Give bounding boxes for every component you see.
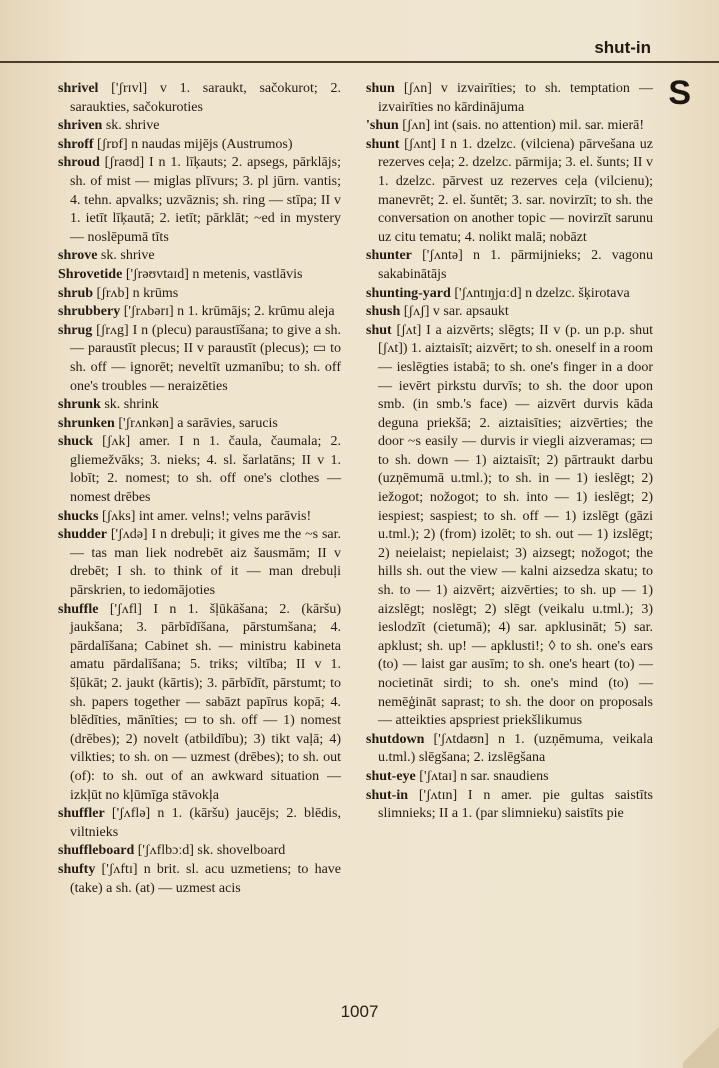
headword: 'shun: [366, 118, 399, 134]
page-corner-fold: [683, 1020, 719, 1068]
headword: shunting-yard: [366, 285, 451, 301]
dictionary-entry: [58, 508, 341, 527]
headword: shroud: [58, 155, 100, 171]
definition: [ʃʌk] amer. I n 1. čaula, čaumala; 2. gliemežvāks; 3. nieks; 4. sl. šarlatāns; II v 1. lobīt; 2. nomest; to sh. off one's clothes — nomest drēbes: [70, 434, 341, 506]
definition: ['ʃʌntɪŋjɑːd] n dzelzc. šķirotava: [450, 285, 630, 301]
headword: shuffler: [58, 806, 105, 822]
headword: shrug: [58, 322, 93, 338]
definition: ['ʃʌdə] I n drebuļi; it gives me the ~s sar. — tas man liek nodrebēt aiz šausmām; II v drebēt; I sh. to think of it — man drebuļi pārskrien, to iedomājoties: [70, 527, 341, 599]
running-head: shut-in: [594, 38, 651, 57]
headword: shufty: [58, 861, 96, 877]
thumb-index-letter: S: [668, 74, 691, 112]
definition: [ʃʌn] int (sais. no attention) mil. sar. mierā!: [398, 118, 645, 134]
definition: ['ʃrʌnkən] a sarāvies, sarucis: [114, 415, 278, 431]
definition: sk. shrink: [100, 397, 159, 413]
definition: [ʃrʌg] I n (plecu) paraustīšana; to give a sh. — paraustīt plecus; II v paraustīt (plecus); ▭ to sh. off — ignorēt; neveltīt uzmanību; to sh. off one's troubles — neraizēties: [70, 322, 341, 394]
headword: shun: [366, 81, 395, 96]
left-column: [58, 80, 341, 898]
definition: ['ʃʌntə] n 1. pārmijnieks; 2. vagonu sakabinātājs: [378, 248, 653, 282]
dictionary-entry: [58, 322, 341, 396]
dictionary-entry: [58, 303, 341, 322]
headword: shrunken: [58, 415, 115, 431]
dictionary-entry: [366, 136, 653, 248]
headword: shutdown: [366, 731, 425, 747]
definition: [ʃʌʃ] v sar. apsaukt: [400, 304, 509, 320]
dictionary-entry: [366, 731, 653, 768]
definition: sk. shrive: [97, 248, 155, 264]
headword: shuffle: [58, 601, 99, 617]
headword: shut: [366, 322, 392, 338]
definition: ['ʃʌflbɔːd] sk. shovelboard: [134, 843, 286, 859]
headword: shut-eye: [366, 768, 416, 784]
definition: [ʃʌn] v izvairīties; to sh. temptation — izvairīties no kārdinājuma: [378, 81, 653, 115]
headword: shrubbery: [58, 304, 121, 320]
headword: shriven: [58, 118, 103, 134]
headword: shrub: [58, 285, 94, 301]
definition: ['ʃʌtɪn] I n amer. pie gultas saistīts slimnieks; II a 1. (par slimnieku) saistīts pie: [378, 787, 653, 822]
header-rule: [0, 61, 719, 63]
headword: shut-in: [366, 787, 409, 803]
dictionary-entry: [366, 787, 653, 824]
definition: sk. shrive: [102, 118, 160, 134]
dictionary-entry: [366, 768, 653, 787]
dictionary-entry: [58, 154, 341, 247]
dictionary-entry: [58, 396, 341, 415]
definition: ['ʃʌflə] n 1. (kāršu) jaucējs; 2. blēdis, viltnieks: [70, 806, 341, 840]
headword: shuffleboard: [58, 843, 135, 859]
headword: shuck: [58, 434, 94, 450]
dictionary-entry: [366, 80, 653, 117]
dictionary-entry: [366, 247, 653, 284]
definition: ['ʃʌtaɪ] n sar. snaudiens: [415, 768, 549, 784]
dictionary-entry: [58, 526, 341, 600]
dictionary-entry: [58, 117, 341, 136]
definition: ['ʃrəʊvtaɪd] n metenis, vastlāvis: [122, 266, 303, 282]
definition: [ʃraʊd] I n 1. līķauts; 2. apsegs, pārklājs; sh. of mist — miglas plīvurs; 3. pl jūrn. vantis; 4. tehn. apvalks; uzvāznis; sh. ring — stīpa; II v 1. ietīt līķautā; 2. ietīt; pārklāt; ~ed in mystery — noslēpumā tīts: [70, 155, 341, 245]
headword: shrove: [58, 248, 98, 264]
dictionary-entry: [366, 322, 653, 731]
right-column: [366, 80, 653, 824]
dictionary-entry: [366, 285, 653, 304]
definition: ['ʃʌfl] I n 1. šļūkāšana; 2. (kāršu) jaukšana; 3. pārbīdīšana, pārstumšana; 4. pārdalīšana; Cabinet sh. — ministru kabineta amatu pārdalīšana; 5. triks; viltība; II v 1. šļūkāt; 2. jaukt (kārtis); 3. pārbīdīt, pārstumt; to sh. papers together — sabāzt papīrus kopā; 4. blēdīties, mānīties; ▭ to sh. off — 1) nomest (drēbes); 2) novelt (atbildību); 3) tikt vaļā; 4) vilkties; to sh. on — uzmest (drēbes); to sh. out (of): to sh. out of an awkward situation — izkļūt no kļūmīga stāvokļa: [70, 601, 341, 803]
dictionary-entry: [58, 285, 341, 304]
headword: shunter: [366, 248, 412, 264]
dictionary-entry: [58, 601, 341, 806]
definition: [ʃrʌb] n krūms: [93, 285, 179, 301]
definition: [ʃʌnt] I n 1. dzelzc. (vilciena) pārvešana uz rezerves ceļa; 2. dzelzc. pārmija; 3. el. šunts; II v 1. dzelzc. pārvest uz rezerves ceļa (vilcienu); manevrēt; 2. el. šuntēt; 3. sar. novirzīt; to sh. the conversation on another topic — novirzīt sarunu uz citu tematu; 4. nolikt malā; nobāzt: [378, 136, 653, 245]
definition: [ʃʌt] I a aizvērts; slēgts; II v (p. un p.p. shut [ʃʌt]) 1. aiztaisīt; aizvērt; to sh. oneself in a room — ieslēgties istabā; to sh. one's finger in a door — ievērt pirkstu durvīs; to sh. the door upon smb. (in smb.'s face) — aizvērt durvis kāda deguna priekšā; 2. aiztaisīties; aizvērties; the door ~s easily — durvis ir viegli aizveramas; ▭ to sh. down — 1) aiztaisīt; 2) pārtraukt darbu (uzņēmumā u.tml.); to sh. in — 1) ieslēgt; 2) iežogot; nožogot; to sh. into — 1) ieslēgt; 2) iespiest; saspiest; to sh. off — 1) izslēgt (gāzi u.tml.); 2) (from) izolēt; to sh. out — 1) izslēgt; 2) neielaist; nepielaist; 3) aizsegt; nožogot; the hills sh. out the view — kalni aizsedza skatu; to sh. to — 1) aizvērt; aizvērties; to sh. up — 1) aizslēgt; noslēgt; 2) slēgt (veikalu u.tml.); 3) ieslodzīt (cietumā); 4) sar. apklusināt; 5) sar. apklust; sh. up! — apklusti!; ◊ to sh. one's ears (to) — laist gar ausīm; to sh. one's heart (to) — nocietināt sirdi; to sh. one's mind (to) — nemēģināt saprast; to sh. the door on proposals — atteikties apspriest priekšlikumus: [378, 322, 653, 729]
definition: [ʃrɒf] n naudas mijējs (Austrumos): [93, 136, 293, 152]
definition: ['ʃʌtdaʊn] n 1. (uzņēmuma, veikala u.tml.) slēgšana; 2. izslēgšana: [378, 731, 653, 766]
dictionary-entry: [58, 415, 341, 434]
definition: ['ʃʌftɪ] n brit. sl. acu uzmetiens; to have (take) a sh. (at) — uzmest acis: [70, 861, 341, 896]
dictionary-entry: [58, 433, 341, 507]
headword: shroff: [58, 136, 94, 152]
dictionary-entry: [58, 861, 341, 898]
dictionary-entry: [366, 117, 653, 136]
dictionary-entry: [58, 842, 341, 861]
definition: [ʃʌks] int amer. velns!; velns parāvis!: [98, 508, 312, 524]
headword: shrivel: [58, 81, 99, 96]
headword: shudder: [58, 527, 108, 543]
headword: Shrovetide: [58, 266, 123, 282]
dictionary-entry: [58, 136, 341, 155]
dictionary-entry: [366, 303, 653, 322]
headword: shunt: [366, 136, 400, 152]
dictionary-entry: [58, 247, 341, 266]
dictionary-entry: [58, 80, 341, 117]
headword: shrunk: [58, 397, 101, 413]
headword: shucks: [58, 508, 99, 524]
dictionary-entry: [58, 266, 341, 285]
dictionary-entry: [58, 805, 341, 842]
definition: ['ʃrɪvl] v 1. saraukt, sačokurot; 2. saraukties, sačokuroties: [70, 81, 341, 115]
headword: shush: [366, 304, 401, 320]
page-number: 1007: [340, 1002, 379, 1021]
definition: ['ʃrʌbərɪ] n 1. krūmājs; 2. krūmu aleja: [120, 304, 335, 320]
